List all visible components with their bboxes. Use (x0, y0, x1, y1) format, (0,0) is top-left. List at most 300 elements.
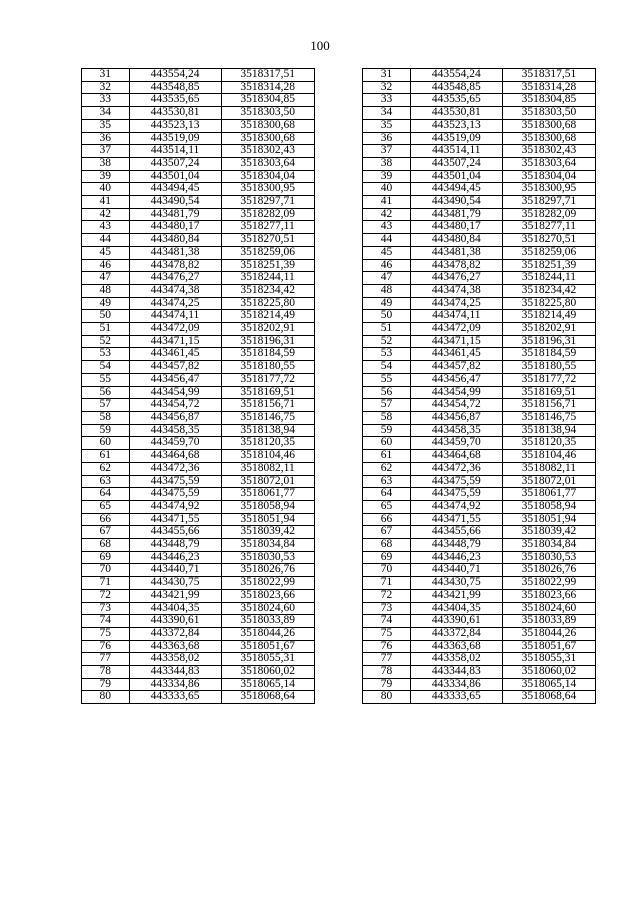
left-y-coordinate-cell: 3518044,26 (221, 627, 314, 640)
left-x-coordinate-cell: 443535,65 (129, 94, 221, 107)
right-y-coordinate-cell: 3518169,51 (502, 386, 595, 399)
right-point-number-cell: 54 (363, 361, 411, 374)
right-x-coordinate-cell: 443548,85 (410, 81, 502, 94)
right-y-coordinate-cell: 3518034,84 (502, 539, 595, 552)
right-y-coordinate-cell: 3518104,46 (502, 450, 595, 463)
left-point-number-cell: 77 (82, 653, 130, 666)
left-y-coordinate-cell: 3518297,71 (221, 196, 314, 209)
right-x-coordinate-cell: 443519,09 (410, 132, 502, 145)
left-point-number-cell: 43 (82, 221, 130, 234)
right-x-coordinate-cell: 443474,38 (410, 284, 502, 297)
right-x-coordinate-cell: 443456,47 (410, 373, 502, 386)
left-y-coordinate-cell: 3518051,67 (221, 640, 314, 653)
left-y-coordinate-cell: 3518196,31 (221, 335, 314, 348)
right-y-coordinate-cell: 3518138,94 (502, 424, 595, 437)
left-point-number-cell: 39 (82, 170, 130, 183)
left-y-coordinate-cell: 3518024,60 (221, 602, 314, 615)
right-y-coordinate-cell: 3518065,14 (502, 678, 595, 691)
left-x-coordinate-cell: 443459,70 (129, 437, 221, 450)
table-row (82, 284, 596, 297)
column-separator (314, 132, 363, 145)
right-y-coordinate-cell: 3518184,59 (502, 348, 595, 361)
left-x-coordinate-cell: 443475,59 (129, 488, 221, 501)
column-separator (314, 551, 363, 564)
left-x-coordinate-cell: 443494,45 (129, 183, 221, 196)
left-point-number-cell: 61 (82, 450, 130, 463)
right-point-number-cell: 72 (363, 589, 411, 602)
right-point-number-cell: 39 (363, 170, 411, 183)
coordinates-table-body (82, 69, 596, 704)
column-separator (314, 475, 363, 488)
right-y-coordinate-cell: 3518146,75 (502, 411, 595, 424)
left-y-coordinate-cell: 3518138,94 (221, 424, 314, 437)
right-x-coordinate-cell: 443530,81 (410, 107, 502, 120)
right-y-coordinate-cell: 3518082,11 (502, 462, 595, 475)
right-x-coordinate-cell: 443455,66 (410, 526, 502, 539)
right-x-coordinate-cell: 443474,25 (410, 297, 502, 310)
left-y-coordinate-cell: 3518146,75 (221, 411, 314, 424)
left-x-coordinate-cell: 443474,38 (129, 284, 221, 297)
right-x-coordinate-cell: 443440,71 (410, 564, 502, 577)
left-y-coordinate-cell: 3518304,04 (221, 170, 314, 183)
right-y-coordinate-cell: 3518177,72 (502, 373, 595, 386)
right-y-coordinate-cell: 3518314,28 (502, 81, 595, 94)
right-x-coordinate-cell: 443446,23 (410, 551, 502, 564)
left-point-number-cell: 47 (82, 272, 130, 285)
left-y-coordinate-cell: 3518303,50 (221, 107, 314, 120)
right-y-coordinate-cell: 3518302,43 (502, 145, 595, 158)
left-point-number-cell: 67 (82, 526, 130, 539)
right-x-coordinate-cell: 443421,99 (410, 589, 502, 602)
column-separator (314, 488, 363, 501)
left-x-coordinate-cell: 443457,82 (129, 361, 221, 374)
left-point-number-cell: 42 (82, 208, 130, 221)
table-row (82, 119, 596, 132)
left-point-number-cell: 45 (82, 246, 130, 259)
left-y-coordinate-cell: 3518277,11 (221, 221, 314, 234)
left-x-coordinate-cell: 443548,85 (129, 81, 221, 94)
left-point-number-cell: 58 (82, 411, 130, 424)
left-y-coordinate-cell: 3518317,51 (221, 69, 314, 82)
column-separator (314, 450, 363, 463)
coordinates-table (81, 68, 596, 704)
right-x-coordinate-cell: 443481,38 (410, 246, 502, 259)
left-x-coordinate-cell: 443464,68 (129, 450, 221, 463)
left-y-coordinate-cell: 3518104,46 (221, 450, 314, 463)
right-point-number-cell: 53 (363, 348, 411, 361)
left-point-number-cell: 66 (82, 513, 130, 526)
right-point-number-cell: 73 (363, 602, 411, 615)
column-separator (314, 399, 363, 412)
left-y-coordinate-cell: 3518156,71 (221, 399, 314, 412)
left-x-coordinate-cell: 443481,79 (129, 208, 221, 221)
column-separator (314, 666, 363, 679)
left-x-coordinate-cell: 443472,09 (129, 323, 221, 336)
column-separator (314, 602, 363, 615)
right-point-number-cell: 38 (363, 157, 411, 170)
left-point-number-cell: 46 (82, 259, 130, 272)
column-separator (314, 640, 363, 653)
left-y-coordinate-cell: 3518300,95 (221, 183, 314, 196)
left-y-coordinate-cell: 3518033,89 (221, 615, 314, 628)
left-x-coordinate-cell: 443461,45 (129, 348, 221, 361)
left-y-coordinate-cell: 3518068,64 (221, 691, 314, 704)
table-row (82, 221, 596, 234)
left-x-coordinate-cell: 443507,24 (129, 157, 221, 170)
column-separator (314, 513, 363, 526)
left-y-coordinate-cell: 3518039,42 (221, 526, 314, 539)
left-x-coordinate-cell: 443523,13 (129, 119, 221, 132)
right-point-number-cell: 61 (363, 450, 411, 463)
left-point-number-cell: 49 (82, 297, 130, 310)
right-x-coordinate-cell: 443471,15 (410, 335, 502, 348)
right-y-coordinate-cell: 3518022,99 (502, 577, 595, 590)
right-point-number-cell: 49 (363, 297, 411, 310)
right-x-coordinate-cell: 443461,45 (410, 348, 502, 361)
left-y-coordinate-cell: 3518023,66 (221, 589, 314, 602)
right-point-number-cell: 77 (363, 653, 411, 666)
left-x-coordinate-cell: 443358,02 (129, 653, 221, 666)
table-row (82, 513, 596, 526)
right-x-coordinate-cell: 443474,92 (410, 500, 502, 513)
right-y-coordinate-cell: 3518120,35 (502, 437, 595, 450)
right-y-coordinate-cell: 3518068,64 (502, 691, 595, 704)
right-y-coordinate-cell: 3518297,71 (502, 196, 595, 209)
left-y-coordinate-cell: 3518058,94 (221, 500, 314, 513)
left-x-coordinate-cell: 443372,84 (129, 627, 221, 640)
right-x-coordinate-cell: 443514,11 (410, 145, 502, 158)
left-x-coordinate-cell: 443455,66 (129, 526, 221, 539)
left-y-coordinate-cell: 3518214,49 (221, 310, 314, 323)
right-y-coordinate-cell: 3518300,68 (502, 132, 595, 145)
right-point-number-cell: 58 (363, 411, 411, 424)
left-x-coordinate-cell: 443501,04 (129, 170, 221, 183)
right-x-coordinate-cell: 443535,65 (410, 94, 502, 107)
right-y-coordinate-cell: 3518051,67 (502, 640, 595, 653)
left-x-coordinate-cell: 443514,11 (129, 145, 221, 158)
left-y-coordinate-cell: 3518244,11 (221, 272, 314, 285)
table-row (82, 310, 596, 323)
table-row (82, 640, 596, 653)
left-y-coordinate-cell: 3518304,85 (221, 94, 314, 107)
left-point-number-cell: 74 (82, 615, 130, 628)
column-separator (314, 81, 363, 94)
left-x-coordinate-cell: 443490,54 (129, 196, 221, 209)
column-separator (314, 297, 363, 310)
left-x-coordinate-cell: 443454,99 (129, 386, 221, 399)
left-x-coordinate-cell: 443390,61 (129, 615, 221, 628)
right-x-coordinate-cell: 443457,82 (410, 361, 502, 374)
right-x-coordinate-cell: 443494,45 (410, 183, 502, 196)
column-separator (314, 577, 363, 590)
left-y-coordinate-cell: 3518225,80 (221, 297, 314, 310)
table-row (82, 602, 596, 615)
right-y-coordinate-cell: 3518058,94 (502, 500, 595, 513)
left-point-number-cell: 69 (82, 551, 130, 564)
right-x-coordinate-cell: 443334,86 (410, 678, 502, 691)
left-y-coordinate-cell: 3518030,53 (221, 551, 314, 564)
right-point-number-cell: 33 (363, 94, 411, 107)
left-x-coordinate-cell: 443456,47 (129, 373, 221, 386)
left-point-number-cell: 35 (82, 119, 130, 132)
table-row (82, 94, 596, 107)
right-y-coordinate-cell: 3518023,66 (502, 589, 595, 602)
right-y-coordinate-cell: 3518225,80 (502, 297, 595, 310)
column-separator (314, 348, 363, 361)
left-x-coordinate-cell: 443446,23 (129, 551, 221, 564)
right-y-coordinate-cell: 3518030,53 (502, 551, 595, 564)
left-x-coordinate-cell: 443458,35 (129, 424, 221, 437)
right-y-coordinate-cell: 3518251,39 (502, 259, 595, 272)
left-point-number-cell: 75 (82, 627, 130, 640)
table-row (82, 81, 596, 94)
right-x-coordinate-cell: 443523,13 (410, 119, 502, 132)
table-row (82, 564, 596, 577)
right-y-coordinate-cell: 3518317,51 (502, 69, 595, 82)
left-x-coordinate-cell: 443474,11 (129, 310, 221, 323)
right-x-coordinate-cell: 443472,36 (410, 462, 502, 475)
left-x-coordinate-cell: 443480,84 (129, 234, 221, 247)
right-x-coordinate-cell: 443459,70 (410, 437, 502, 450)
column-separator (314, 221, 363, 234)
right-point-number-cell: 66 (363, 513, 411, 526)
left-point-number-cell: 73 (82, 602, 130, 615)
left-x-coordinate-cell: 443421,99 (129, 589, 221, 602)
right-y-coordinate-cell: 3518051,94 (502, 513, 595, 526)
left-point-number-cell: 40 (82, 183, 130, 196)
table-row (82, 183, 596, 196)
column-separator (314, 424, 363, 437)
left-point-number-cell: 57 (82, 399, 130, 412)
right-y-coordinate-cell: 3518300,68 (502, 119, 595, 132)
table-row (82, 196, 596, 209)
left-x-coordinate-cell: 443476,27 (129, 272, 221, 285)
right-x-coordinate-cell: 443554,24 (410, 69, 502, 82)
table-row (82, 475, 596, 488)
left-y-coordinate-cell: 3518026,76 (221, 564, 314, 577)
right-y-coordinate-cell: 3518033,89 (502, 615, 595, 628)
table-row (82, 627, 596, 640)
column-separator (314, 691, 363, 704)
left-point-number-cell: 71 (82, 577, 130, 590)
column-separator (314, 564, 363, 577)
left-x-coordinate-cell: 443471,15 (129, 335, 221, 348)
right-x-coordinate-cell: 443471,55 (410, 513, 502, 526)
left-x-coordinate-cell: 443554,24 (129, 69, 221, 82)
right-y-coordinate-cell: 3518072,01 (502, 475, 595, 488)
right-x-coordinate-cell: 443358,02 (410, 653, 502, 666)
left-point-number-cell: 50 (82, 310, 130, 323)
column-separator (314, 323, 363, 336)
column-separator (314, 437, 363, 450)
table-row (82, 424, 596, 437)
left-x-coordinate-cell: 443474,92 (129, 500, 221, 513)
column-separator (314, 208, 363, 221)
right-point-number-cell: 32 (363, 81, 411, 94)
column-separator (314, 196, 363, 209)
left-x-coordinate-cell: 443481,38 (129, 246, 221, 259)
table-row (82, 488, 596, 501)
column-separator (314, 246, 363, 259)
column-separator (314, 119, 363, 132)
right-point-number-cell: 59 (363, 424, 411, 437)
table-row (82, 361, 596, 374)
right-point-number-cell: 46 (363, 259, 411, 272)
left-y-coordinate-cell: 3518302,43 (221, 145, 314, 158)
left-point-number-cell: 36 (82, 132, 130, 145)
table-row (82, 399, 596, 412)
left-point-number-cell: 78 (82, 666, 130, 679)
right-x-coordinate-cell: 443476,27 (410, 272, 502, 285)
left-point-number-cell: 34 (82, 107, 130, 120)
right-x-coordinate-cell: 443480,84 (410, 234, 502, 247)
column-separator (314, 386, 363, 399)
right-point-number-cell: 34 (363, 107, 411, 120)
column-separator (314, 678, 363, 691)
right-x-coordinate-cell: 443475,59 (410, 475, 502, 488)
right-point-number-cell: 70 (363, 564, 411, 577)
left-y-coordinate-cell: 3518202,91 (221, 323, 314, 336)
table-row (82, 653, 596, 666)
right-point-number-cell: 78 (363, 666, 411, 679)
left-x-coordinate-cell: 443456,87 (129, 411, 221, 424)
column-separator (314, 183, 363, 196)
right-x-coordinate-cell: 443507,24 (410, 157, 502, 170)
column-separator (314, 627, 363, 640)
left-x-coordinate-cell: 443430,75 (129, 577, 221, 590)
left-point-number-cell: 32 (82, 81, 130, 94)
left-x-coordinate-cell: 443404,35 (129, 602, 221, 615)
table-row (82, 348, 596, 361)
table-row (82, 297, 596, 310)
left-y-coordinate-cell: 3518169,51 (221, 386, 314, 399)
right-point-number-cell: 44 (363, 234, 411, 247)
right-y-coordinate-cell: 3518270,51 (502, 234, 595, 247)
right-point-number-cell: 80 (363, 691, 411, 704)
column-separator (314, 526, 363, 539)
table-row (82, 386, 596, 399)
right-x-coordinate-cell: 443475,59 (410, 488, 502, 501)
left-point-number-cell: 70 (82, 564, 130, 577)
left-point-number-cell: 79 (82, 678, 130, 691)
right-x-coordinate-cell: 443454,72 (410, 399, 502, 412)
right-point-number-cell: 51 (363, 323, 411, 336)
left-point-number-cell: 51 (82, 323, 130, 336)
right-point-number-cell: 37 (363, 145, 411, 158)
column-separator (314, 157, 363, 170)
right-point-number-cell: 63 (363, 475, 411, 488)
right-x-coordinate-cell: 443464,68 (410, 450, 502, 463)
right-point-number-cell: 43 (363, 221, 411, 234)
left-y-coordinate-cell: 3518072,01 (221, 475, 314, 488)
column-separator (314, 69, 363, 82)
column-separator (314, 234, 363, 247)
left-point-number-cell: 54 (82, 361, 130, 374)
table-row (82, 678, 596, 691)
right-y-coordinate-cell: 3518180,55 (502, 361, 595, 374)
table-row (82, 234, 596, 247)
right-point-number-cell: 31 (363, 69, 411, 82)
left-y-coordinate-cell: 3518065,14 (221, 678, 314, 691)
table-row (82, 666, 596, 679)
right-point-number-cell: 74 (363, 615, 411, 628)
table-row (82, 551, 596, 564)
right-y-coordinate-cell: 3518259,06 (502, 246, 595, 259)
right-x-coordinate-cell: 443478,82 (410, 259, 502, 272)
right-y-coordinate-cell: 3518282,09 (502, 208, 595, 221)
left-y-coordinate-cell: 3518234,42 (221, 284, 314, 297)
left-point-number-cell: 63 (82, 475, 130, 488)
left-point-number-cell: 62 (82, 462, 130, 475)
right-y-coordinate-cell: 3518244,11 (502, 272, 595, 285)
left-point-number-cell: 31 (82, 69, 130, 82)
right-x-coordinate-cell: 443372,84 (410, 627, 502, 640)
column-separator (314, 94, 363, 107)
left-y-coordinate-cell: 3518314,28 (221, 81, 314, 94)
table-row (82, 577, 596, 590)
left-y-coordinate-cell: 3518022,99 (221, 577, 314, 590)
table-row (82, 335, 596, 348)
table-row (82, 132, 596, 145)
column-separator (314, 284, 363, 297)
table-row (82, 145, 596, 158)
right-x-coordinate-cell: 443501,04 (410, 170, 502, 183)
right-y-coordinate-cell: 3518196,31 (502, 335, 595, 348)
right-point-number-cell: 47 (363, 272, 411, 285)
left-y-coordinate-cell: 3518051,94 (221, 513, 314, 526)
column-separator (314, 170, 363, 183)
left-point-number-cell: 37 (82, 145, 130, 158)
right-x-coordinate-cell: 443404,35 (410, 602, 502, 615)
page-number: 100 (310, 38, 330, 53)
table-row (82, 170, 596, 183)
table-row (82, 208, 596, 221)
left-y-coordinate-cell: 3518259,06 (221, 246, 314, 259)
left-point-number-cell: 59 (82, 424, 130, 437)
right-x-coordinate-cell: 443448,79 (410, 539, 502, 552)
table-row (82, 323, 596, 336)
column-separator (314, 589, 363, 602)
left-x-coordinate-cell: 443480,17 (129, 221, 221, 234)
left-x-coordinate-cell: 443440,71 (129, 564, 221, 577)
right-y-coordinate-cell: 3518300,95 (502, 183, 595, 196)
right-x-coordinate-cell: 443333,65 (410, 691, 502, 704)
right-y-coordinate-cell: 3518024,60 (502, 602, 595, 615)
left-x-coordinate-cell: 443334,86 (129, 678, 221, 691)
left-x-coordinate-cell: 443519,09 (129, 132, 221, 145)
table-row (82, 691, 596, 704)
right-y-coordinate-cell: 3518303,64 (502, 157, 595, 170)
left-y-coordinate-cell: 3518180,55 (221, 361, 314, 374)
column-separator (314, 272, 363, 285)
column-separator (314, 145, 363, 158)
right-y-coordinate-cell: 3518061,77 (502, 488, 595, 501)
table-row (82, 373, 596, 386)
table-row (82, 526, 596, 539)
left-y-coordinate-cell: 3518300,68 (221, 119, 314, 132)
table-row (82, 259, 596, 272)
right-x-coordinate-cell: 443390,61 (410, 615, 502, 628)
table-row (82, 500, 596, 513)
left-y-coordinate-cell: 3518034,84 (221, 539, 314, 552)
right-point-number-cell: 48 (363, 284, 411, 297)
table-row (82, 437, 596, 450)
right-x-coordinate-cell: 443481,79 (410, 208, 502, 221)
left-point-number-cell: 53 (82, 348, 130, 361)
right-y-coordinate-cell: 3518156,71 (502, 399, 595, 412)
left-point-number-cell: 80 (82, 691, 130, 704)
left-x-coordinate-cell: 443333,65 (129, 691, 221, 704)
